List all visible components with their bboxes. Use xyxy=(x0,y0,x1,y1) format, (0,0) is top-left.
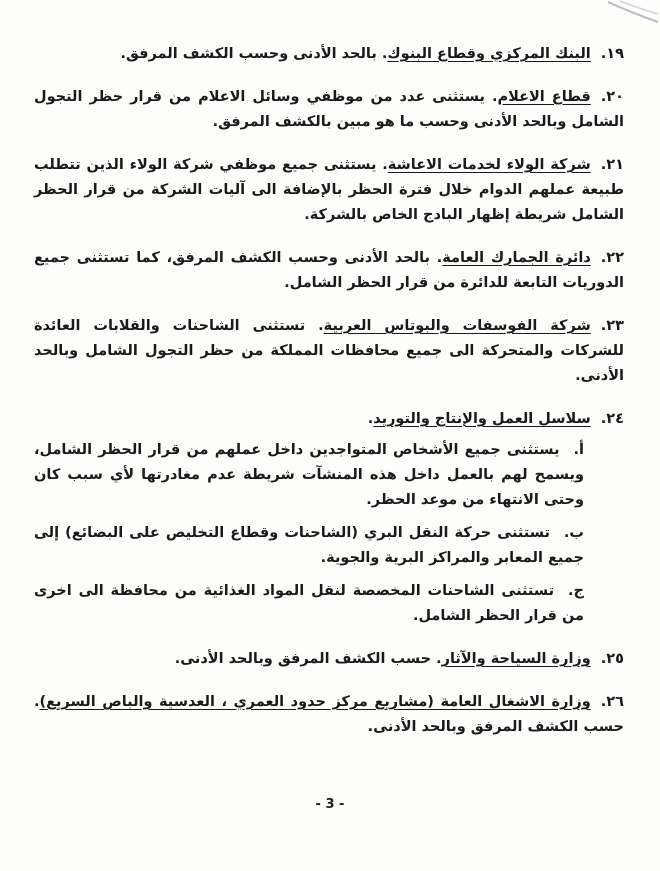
item-title: قطاع الاعلام xyxy=(497,89,591,105)
item-22 xyxy=(34,246,624,296)
subitem-b xyxy=(34,521,584,571)
subitem-text: تستثنى حركة النقل البري (الشاحنات وقطاع التخليص على البضائع) إلى جميع المعابر والمراكز البرية والجوية. xyxy=(34,525,584,566)
item-title: وزارة السياحة والآثار xyxy=(441,651,591,667)
item-title: البنك المركزي وقطاع البنوك xyxy=(387,46,591,62)
item-text: . تستثنى الشاحنات والقلابات العائدة للشركات والمتحركة الى جميع محافظات المملكة من حظر التجول الشامل وبالحد الأدنى. xyxy=(34,318,624,384)
item-text: . حسب الكشف المرفق وبالحد الأدنى. xyxy=(34,694,624,735)
item-21 xyxy=(34,153,624,228)
item-number: ٢٢. xyxy=(600,250,624,266)
item-number: ٢٥. xyxy=(600,651,624,667)
item-title: وزارة الاشغال العامة (مشاريع مركز حدود العمري ، العدسية والباص السريع) xyxy=(39,694,591,710)
subitem-text: يستثنى جميع الأشخاص المتواجدين داخل عملهم من قرار الحظر الشامل، ويسمح لهم بالعمل داخل هذه المنشآت شريطة عدم مغادرتها لأي سبب كان وحتى الانتهاء من موعد الحظر. xyxy=(34,442,584,508)
subitem-a xyxy=(34,438,584,513)
document-body xyxy=(34,42,624,758)
item-25 xyxy=(34,647,624,672)
item-number: ٢١. xyxy=(600,157,624,173)
item-number: ٢٠. xyxy=(600,89,624,105)
subitem-text: تستثنى الشاحنات المخصصة لنقل المواد الغذائية من محافظة الى اخرى من قرار الحظر الشامل. xyxy=(34,583,584,624)
item-title: دائرة الجمارك العامة xyxy=(442,250,591,266)
item-number: ٢٤. xyxy=(600,411,624,427)
item-23 xyxy=(34,314,624,389)
item-text: . بالحد الأدنى وحسب الكشف المرفق. xyxy=(120,46,388,62)
item-26 xyxy=(34,690,624,740)
item-title: شركة الفوسفات والبوتاس العربية xyxy=(323,318,591,334)
item-title: شركة الولاء لخدمات الاعاشة xyxy=(387,157,591,173)
item-text: . يستثنى جميع موظفي شركة الولاء الذين تتطلب طبيعة عملهم الدوام خلال فترة الحظر بالإضافة الى آليات الشركة من قرار الحظر الشامل شريطة إظهار البادج الخاص بالشركة. xyxy=(34,157,624,223)
item-number: ٢٣. xyxy=(600,318,624,334)
item-text: . xyxy=(367,411,374,427)
item-text: . يستثنى عدد من موظفي وسائل الاعلام من قرار حظر التجول الشامل وبالحد الأدنى وحسب ما هو مبين بالكشف المرفق. xyxy=(34,89,624,130)
item-24 xyxy=(34,407,624,432)
corner-scan-mark xyxy=(600,0,660,40)
subitem-letter: ب. xyxy=(563,525,584,541)
item-number: ٢٦. xyxy=(600,694,624,710)
item-number: ١٩. xyxy=(600,46,624,62)
subitem-letter: ج. xyxy=(568,583,584,599)
item-title: سلاسل العمل والإنتاج والتوريد xyxy=(373,411,591,427)
subitem-letter: أ. xyxy=(573,442,584,458)
page-number: - 3 - xyxy=(315,797,345,812)
item-text: . بالحد الأدنى وحسب الكشف المرفق، كما تستثنى جميع الدوريات التابعة للدائرة من قرار الحظر الشامل. xyxy=(34,250,624,291)
item-text: . حسب الكشف المرفق وبالحد الأدنى. xyxy=(174,651,442,667)
subitem-c xyxy=(34,579,584,629)
item-20 xyxy=(34,85,624,135)
item-19 xyxy=(34,42,624,67)
